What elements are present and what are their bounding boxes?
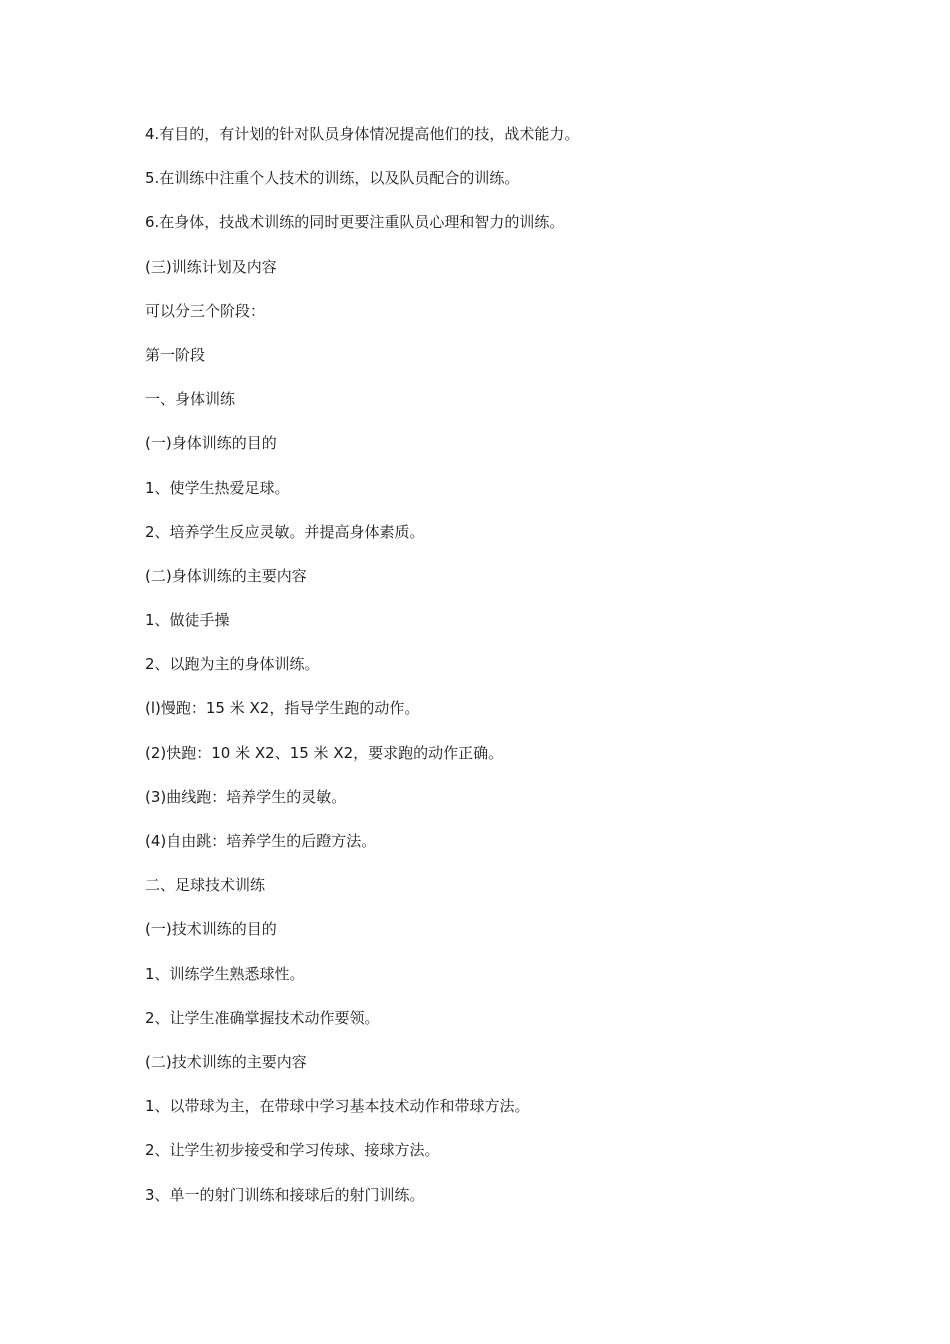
text-line: 2、以跑为主的身体训练。 <box>145 655 320 674</box>
subsection-heading: (一)技术训练的目的 <box>145 920 277 939</box>
text-line: 1、做徒手操 <box>145 611 230 630</box>
stage-heading: 第一阶段 <box>145 345 206 364</box>
section-heading: 二、足球技术训练 <box>145 876 266 895</box>
text-line: 可以分三个阶段： <box>145 301 266 320</box>
text-line: 5.在训练中注重个人技术的训练，以及队员配合的训练。 <box>145 169 520 188</box>
text-line: 2、让学生初步接受和学习传球、接球方法。 <box>145 1141 440 1160</box>
text-line: 3、单一的射门训练和接球后的射门训练。 <box>145 1185 425 1204</box>
text-line: (l)慢跑：15 米 X2，指导学生跑的动作。 <box>145 699 420 718</box>
text-line: 2、培养学生反应灵敏。并提高身体素质。 <box>145 522 425 541</box>
text-line: 1、以带球为主，在带球中学习基本技术动作和带球方法。 <box>145 1097 530 1116</box>
subsection-heading: (二)身体训练的主要内容 <box>145 566 307 585</box>
text-line: 6.在身体，技战术训练的同时更要注重队员心理和智力的训练。 <box>145 213 565 232</box>
subsection-heading: (二)技术训练的主要内容 <box>145 1052 307 1071</box>
section-heading: (三)训练计划及内容 <box>145 257 277 276</box>
text-line: (4)自由跳：培养学生的后蹬方法。 <box>145 832 377 850</box>
text-line: 4.有目的，有计划的针对队员身体情况提高他们的技，战术能力。 <box>145 125 580 143</box>
text-line: 1、使学生热爱足球。 <box>145 478 290 497</box>
text-line: 2、让学生准确掌握技术动作要领。 <box>145 1008 380 1027</box>
section-heading: 一、身体训练 <box>145 390 236 409</box>
text-line: (2)快跑：10 米 X2、15 米 X2，要求跑的动作正确。 <box>145 743 504 762</box>
text-line: (3)曲线跑：培养学生的灵敏。 <box>145 787 347 806</box>
document-body <box>145 124 865 1229</box>
subsection-heading: (一)身体训练的目的 <box>145 434 277 453</box>
text-line: 1、训练学生熟悉球性。 <box>145 964 305 983</box>
